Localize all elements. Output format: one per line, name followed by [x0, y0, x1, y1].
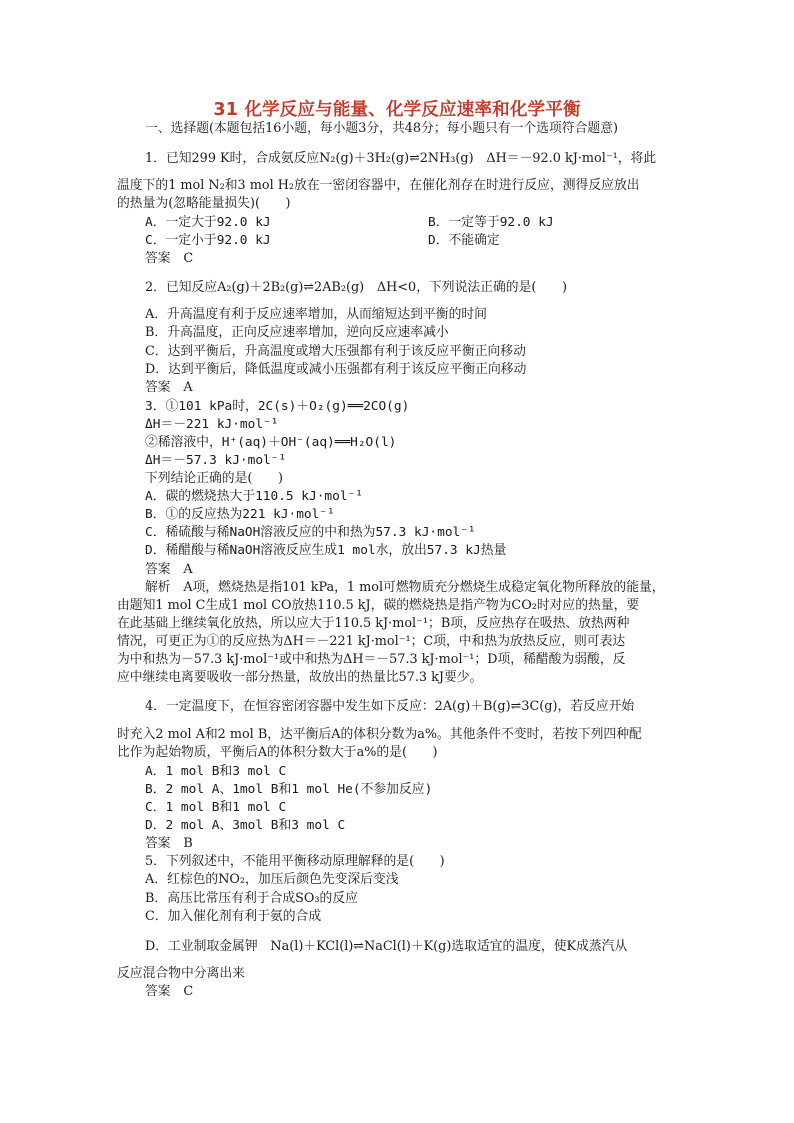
q1-option-a: A．一定大于92.0 kJ	[145, 215, 271, 230]
q3-option-d: D．稀醋酸与稀NaOH溶液反应生成1 mol水，放出57.3 kJ热量	[145, 543, 507, 558]
q3-analysis-line2: 由题知1 mol C生成1 mol CO放热110.5 kJ，碳的燃烧热是指产物为CO₂时对应的热量，要	[117, 598, 640, 613]
q5-option-a: A．红棕色的NO₂，加压后颜色先变深后变浅	[145, 872, 399, 887]
q1-option-c: C．一定小于92.0 kJ	[145, 233, 271, 248]
q5-option-b: B．高压比常压有利于合成SO₃的反应	[145, 891, 358, 906]
q2-option-b: B．升高温度，正向反应速率增加，逆向反应速率减小	[145, 325, 449, 340]
q2-answer: 答案 A	[145, 380, 193, 395]
q3-analysis-line3: 在此基础上继续氧化放热，所以应大于110.5 kJ·mol⁻¹；B项，反应热存在吸热、放热两种	[117, 616, 630, 631]
q1-answer: 答案 C	[145, 251, 194, 266]
q4-stem-line3: 比作为起始物质，平衡后A的体积分数大于a%的是( )	[117, 745, 438, 760]
q4-option-d: D．2 mol A、3mol B和3 mol C	[145, 818, 346, 833]
q4-answer: 答案 B	[145, 836, 193, 851]
q1-stem-line3: 的热量为(忽略能量损失)( )	[117, 196, 291, 211]
q3-stem-line4: ΔH＝－57.3 kJ·mol⁻¹	[145, 453, 287, 468]
q3-analysis-line6: 应中继续电离要吸收一部分热量，故放出的热量比57.3 kJ要少。	[117, 670, 483, 685]
q5-stem: 5．下列叙述中，不能用平衡移动原理解释的是( )	[145, 854, 445, 869]
q4-option-b: B．2 mol A、1mol B和1 mol He(不参加反应)	[145, 782, 433, 797]
q1-stem-line2: 温度下的1 mol N₂和3 mol H₂放在一密闭容器中，在催化剂存在时进行反应，测得反应放出	[117, 178, 640, 193]
q2-option-c: C．达到平衡后，升高温度或增大压强都有利于该反应平衡正向移动	[145, 344, 526, 359]
q5-option-d-line1: D．工业制取金属钾 Na(l)＋KCl(l)⇌NaCl(l)＋K(g)选取适宜的温度，使K成蒸汽从	[145, 939, 628, 954]
q3-stem-line2: ΔH＝－221 kJ·mol⁻¹	[145, 417, 279, 432]
q4-stem-line2: 时充入2 mol A和2 mol B，达平衡后A的体积分数为a%。其他条件不变时，若按下列四种配	[117, 727, 642, 742]
q2-option-a: A．升高温度有利于反应速率增加，从而缩短达到平衡的时间	[145, 307, 487, 322]
q1-option-b: B．一定等于92.0 kJ	[428, 215, 554, 230]
q2-stem: 2．已知反应A₂(g)＋2B₂(g)⇌2AB₂(g) ΔH<0，下列说法正确的是( )	[145, 280, 567, 295]
q3-option-b: B．①的反应热为221 kJ·mol⁻¹	[145, 507, 335, 522]
q1-stem-line1: 1．已知299 K时，合成氨反应N₂(g)＋3H₂(g)⇌2NH₃(g) ΔH＝－92.0 kJ·mol⁻¹，将此	[145, 151, 657, 166]
q4-stem-line1: 4．一定温度下，在恒容密闭容器中发生如下反应：2A(g)＋B(g)⇌3C(g)，若反应开始	[145, 699, 635, 714]
q4-option-a: A．1 mol B和3 mol C	[145, 764, 287, 779]
q5-option-c: C．加入催化剂有利于氨的合成	[145, 909, 322, 924]
q3-option-c: C．稀硫酸与稀NaOH溶液反应的中和热为57.3 kJ·mol⁻¹	[145, 525, 476, 540]
q1-option-d: D．不能确定	[428, 233, 500, 248]
q5-option-d-line2: 反应混合物中分离出来	[117, 966, 245, 981]
q3-option-a: A．碳的燃烧热大于110.5 kJ·mol⁻¹	[145, 489, 363, 504]
q4-option-c: C．1 mol B和1 mol C	[145, 800, 287, 815]
section-heading: 一、选择题(本题包括16小题，每小题3分，共48分；每小题只有一个选项符合题意)	[145, 121, 618, 136]
q3-stem-line1: 3．①101 kPa时，2C(s)＋O₂(g)══2CO(g)	[145, 399, 410, 414]
q3-analysis-line1: 解析 A项，燃烧热是指101 kPa，1 mol可燃物质充分燃烧生成稳定氧化物所释放的能量，	[145, 580, 665, 595]
q3-stem-line3: ②稀溶液中，H⁺(aq)＋OH⁻(aq)══H₂O(l)	[145, 435, 397, 450]
q3-analysis-line4: 情况，可更正为①的反应热为ΔH＝－221 kJ·mol⁻¹；C项，中和热为放热反应，则可表达	[117, 634, 626, 649]
q2-option-d: D．达到平衡后，降低温度或减小压强都有利于该反应平衡正向移动	[145, 362, 527, 377]
q5-answer: 答案 C	[145, 984, 194, 999]
q3-analysis-line5: 为中和热为－57.3 kJ·mol⁻¹或中和热为ΔH＝－57.3 kJ·mol⁻¹；D项，稀醋酸为弱酸，反	[117, 652, 626, 667]
q3-stem-line5: 下列结论正确的是( )	[145, 471, 283, 486]
page-title: 31 化学反应与能量、化学反应速率和化学平衡	[213, 100, 581, 120]
q3-answer: 答案 A	[145, 562, 193, 577]
